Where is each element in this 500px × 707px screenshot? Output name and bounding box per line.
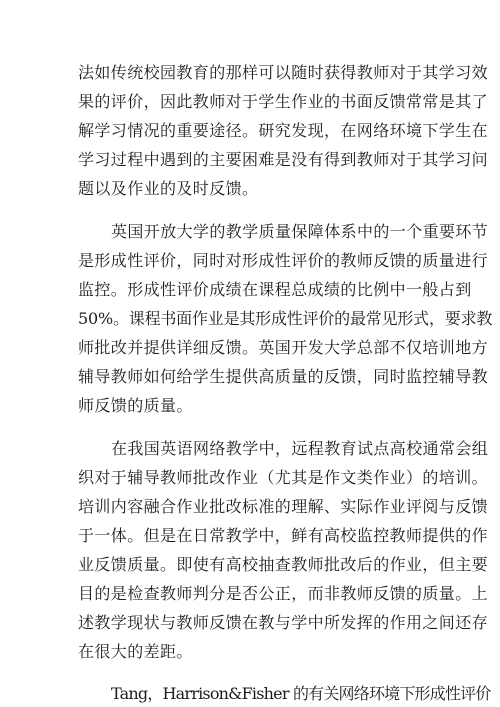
text-line: 织对于辅导教师批改作业（尤其是作文类作业）的培训。: [78, 468, 489, 487]
text-line: 业反馈质量。即使有高校抽查教师批改后的作业，但主要: [78, 555, 489, 574]
text-line: 监控。形成性评价成绩在课程总成绩的比例中一般占到: [78, 280, 472, 299]
text-line: 50%。课程书面作业是其形成性评价的最常见形式，要求教: [78, 309, 493, 328]
text-line: 于一体。但是在日常教学中，鲜有高校监控教师提供的作: [78, 526, 489, 545]
text-line: 师反馈的质量。: [78, 396, 193, 415]
text-line: 是形成性评价，同时对形成性评价的教师反馈的质量进行: [78, 251, 489, 270]
text-line: 培训内容融合作业批改标准的理解、实际作业评阅与反馈: [78, 497, 489, 516]
text-line: 目的是检查教师判分是否公正，而非教师反馈的质量。上: [78, 584, 489, 603]
text-line: 题以及作业的及时反馈。: [78, 179, 259, 198]
text-line: Tang，Harrison&Fisher 的有关网络环境下形成性评价: [111, 684, 491, 703]
text-line: 述教学现状与教师反馈在教与学中所发挥的作用之间还存: [78, 613, 489, 632]
text-line: 辅导教师如何给学生提供高质量的反馈，同时监控辅导教: [78, 367, 489, 386]
text-line: 果的评价，因此教师对于学生作业的书面反馈常常是其了: [78, 92, 489, 111]
text-line: 在我国英语网络教学中，远程教育试点高校通常会组: [111, 439, 489, 458]
text-line: 学习过程中遇到的主要困难是没有得到教师对于其学习问: [78, 150, 489, 169]
text-line: 法如传统校园教育的那样可以随时获得教师对于其学习效: [78, 63, 489, 82]
text-line: 英国开放大学的教学质量保障体系中的一个重要环节: [111, 222, 489, 241]
text-line: 师批改并提供详细反馈。英国开发大学总部不仅培训地方: [78, 338, 489, 357]
text-line: 在很大的差距。: [78, 642, 193, 661]
text-line: 解学习情况的重要途径。研究发现，在网络环境下学生在: [78, 121, 489, 140]
